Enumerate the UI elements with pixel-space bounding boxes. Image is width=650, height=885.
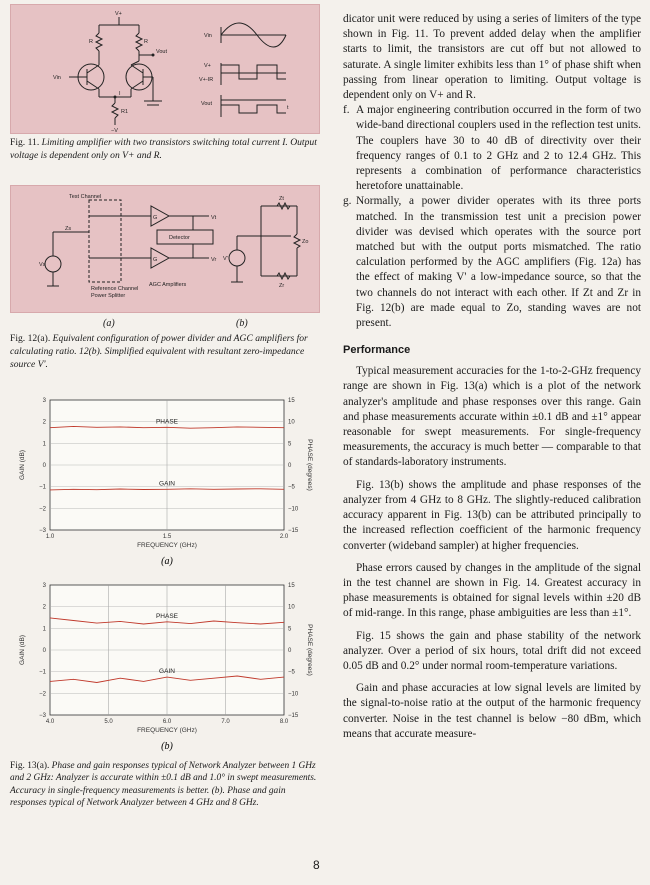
fig12-zt-label: Zt bbox=[279, 196, 284, 202]
fig11-vout-label: Vout bbox=[156, 49, 168, 55]
fig13a-y2-axis-title: PHASE (degrees) bbox=[306, 439, 313, 491]
fig13a-phase-label: PHASE bbox=[155, 418, 179, 426]
figure-13-caption-label: Fig. 13(a). bbox=[10, 761, 50, 771]
figure-12-caption-text: Equivalent configuration of power divider and AGC amplifiers for calculating ratio. 12(b). Simplified equivalent with resultant zero-impedance source V'. bbox=[10, 333, 308, 370]
paragraph-3: Phase errors caused by changes in the amplitude of the signal in the test channel are shown in Fig. 14. Greatest accuracy in phase measurements is obtained for signal levels within ±20 dB of mid-range. In this range, phase ambiguities are less than ±1°. bbox=[343, 561, 641, 620]
fig13a-y-tick: −3 bbox=[39, 528, 46, 534]
fig13a-y-axis-title: GAIN (dB) bbox=[19, 450, 26, 480]
fig13a-y2-tick: −15 bbox=[288, 528, 299, 534]
fig13b-y-tick: −3 bbox=[39, 713, 46, 719]
fig13a-y2-tick: 0 bbox=[288, 463, 292, 469]
fig13b-x-tick: 6.0 bbox=[162, 719, 172, 725]
fig11-r-left-label: R bbox=[89, 39, 93, 45]
figure-12a-label: (a) bbox=[103, 318, 115, 329]
fig13b-y2-tick: 0 bbox=[288, 648, 292, 654]
fig12-vt-label: Vt bbox=[211, 215, 217, 221]
fig12-zr-label: Zr bbox=[279, 283, 285, 289]
figure-12-caption-label: Fig. 12(a). bbox=[10, 333, 51, 344]
fig11-r-right-label: R bbox=[144, 39, 148, 45]
fig12-vprime-label: V' bbox=[223, 256, 228, 262]
paragraph-4: Fig. 15 shows the gain and phase stability of the network analyzer. Over a period of six hours, total drift did not exceed 0.05 dB and 0.2° under normal room-temperature variations. bbox=[343, 629, 641, 672]
fig13b-x-tick: 5.0 bbox=[104, 719, 113, 725]
fig13b-y2-tick: −15 bbox=[288, 713, 299, 719]
figure-11-caption bbox=[10, 136, 318, 162]
fig13a-y2-tick: −10 bbox=[288, 506, 299, 513]
fig13b-y2-tick: −10 bbox=[288, 691, 299, 698]
fig13b-y-axis-title: GAIN (dB) bbox=[19, 635, 26, 665]
fig12-g-top-label: G bbox=[153, 215, 158, 221]
fig13b-y-tick: 3 bbox=[42, 583, 46, 589]
fig13a-y2-tick: 5 bbox=[288, 441, 292, 448]
fig12-ref-channel-label: Reference Channel bbox=[91, 286, 139, 292]
fig13a-y-tick: −1 bbox=[39, 484, 46, 491]
paragraph-1: Typical measurement accuracies for the 1-to-2-GHz frequency range are shown in Fig. 13(a) which is a plot of the network analyzer's amplitude and phase responses over this range. Gain and phase measurements accurate within ±0.1 dB and ±1° appear reasonable for swept measurements. For single-frequency measurements, the accuracy is much better — comparable to that of standards-laboratory instruments. bbox=[343, 365, 641, 469]
fig13a-x-tick: 1.5 bbox=[162, 534, 172, 540]
paragraph-2: Fig. 13(b) shows the amplitude and phase responses of the analyzer from 4 GHz to 8 GHz. The slightly-reduced calibration accuracy apparent in Fig. 13(b) can be attributed principally to the increased reflection coefficient of the harmonic frequency converter (wideband sampler) at higher frequencies. bbox=[343, 478, 641, 552]
fig13b-x-tick: 8.0 bbox=[279, 719, 289, 725]
fig13b-y-tick: −2 bbox=[39, 691, 46, 698]
fig13a-y2-tick: −5 bbox=[288, 484, 295, 491]
fig11-vplus-label: V+ bbox=[115, 11, 122, 17]
fig13b-y-tick: 0 bbox=[42, 648, 46, 654]
fig13b-y-tick: −1 bbox=[39, 669, 46, 676]
figure-12-caption bbox=[10, 332, 318, 371]
fig13a-y-tick: 1 bbox=[42, 441, 46, 448]
fig11-vminus-label: −V bbox=[111, 128, 118, 133]
fig11-t-label: t bbox=[287, 105, 289, 111]
fig13b-sub-label: (b) bbox=[161, 741, 173, 752]
fig13b-x-axis-title: FREQUENCY (GHz) bbox=[137, 727, 197, 734]
fig13a-sub-label: (a) bbox=[161, 556, 173, 567]
fig13b-y2-tick: 15 bbox=[288, 583, 295, 589]
fig13a-y-tick: 2 bbox=[42, 419, 46, 426]
figure-12b-label: (b) bbox=[236, 318, 248, 329]
figure-12-diagram bbox=[10, 185, 320, 313]
figure-13-caption bbox=[10, 760, 318, 810]
figure-11-diagram bbox=[10, 4, 320, 134]
fig13a-x-axis-title: FREQUENCY (GHz) bbox=[137, 542, 197, 549]
fig13b-y-tick: 2 bbox=[42, 604, 46, 611]
fig11-wave-vpir-label: V+-IR bbox=[199, 77, 214, 83]
section-heading-performance: Performance bbox=[343, 344, 411, 357]
page-number: 8 bbox=[313, 858, 320, 872]
fig12-vs-label: Vs bbox=[39, 262, 46, 268]
right-column bbox=[343, 12, 641, 742]
list-item-g bbox=[343, 194, 641, 331]
figure-13-caption-text: Phase and gain responses typical of Network Analyzer between 1 GHz and 2 GHz: Analyzer is accurate within ±0.1 dB and 1.0° in swept measurements. Accuracy in single-frequency measurements is better. (b). Phase and gain responses typical of Network Analyzer between 4 GHz and 8 GHz. bbox=[10, 761, 317, 809]
list-item-g-marker: g. bbox=[343, 195, 352, 208]
fig13b-y2-tick: 10 bbox=[288, 604, 295, 611]
list-item-f-text: A major engineering contribution occurred in the form of two wide-band directional couplers used in the reflection test units. The couplers have 30 to 40 dB of directivity over their frequency ranges of 0.1 to 2 GHz and 2 to 12.4 GHz. This represents a combination of performance characteristics heretofore unattainable. bbox=[356, 104, 641, 193]
fig11-i-label: I bbox=[119, 91, 121, 97]
continued-paragraph: dicator unit were reduced by using a series of limiters of the type shown in Fig. 11. To prevent added delay when the amplifier starts to limit, the transistors are cut off but not allowed to saturate. A single limiter exhibits less than 1° of phase shift when passing from linear operation to limiting. Output voltage is dependent only on V+ and R. bbox=[343, 13, 641, 102]
list-item-g-text: Normally, a power divider operates with its three ports matched. In the transmission test unit a precision power divider was devised which operates with the source port matched but with the output ports mismatched. The ratio calculation performed by the AGC amplifiers (Fig. 12a) has the effect of making V' a low-impedance source, so that the two channels do not interact with each other. If Zt and Zr in Fig. 12(b) are made equal to Zo, standing waves are not present. bbox=[356, 195, 641, 330]
fig13b-gain-label: GAIN bbox=[159, 668, 175, 676]
fig13a-x-tick: 1.0 bbox=[45, 534, 55, 540]
list-item-f-marker: f. bbox=[343, 104, 350, 117]
figure-11-caption-label: Fig. 11. bbox=[10, 137, 40, 148]
fig13b-y2-axis-title: PHASE (degrees) bbox=[306, 624, 313, 676]
fig13a-y-tick: 0 bbox=[42, 463, 46, 469]
fig12-test-channel-label: Test Channel bbox=[69, 194, 102, 200]
fig11-wave-vout-label: Vout bbox=[201, 101, 213, 107]
figure-13a-chart bbox=[10, 393, 318, 568]
fig12-g-bot-label: G bbox=[153, 257, 158, 263]
fig12-zs-label: Zs bbox=[65, 226, 72, 232]
fig12-detector-label: Detector bbox=[169, 235, 190, 241]
fig13a-y2-tick: 10 bbox=[288, 419, 295, 426]
fig12-agc-label: AGC Amplifiers bbox=[149, 282, 187, 288]
fig13b-y2-tick: −5 bbox=[288, 669, 295, 676]
paragraph-5: Gain and phase accuracies at low signal levels are limited by the signal-to-noise ratio at the output of the harmonic frequency converter. Noise in the test channel is below −80 dBm, which means that accurate measure- bbox=[343, 682, 641, 740]
fig12-power-splitter-label: Power Splitter bbox=[91, 293, 126, 299]
fig13a-y-tick: −2 bbox=[39, 506, 46, 513]
fig13b-y2-tick: 5 bbox=[288, 626, 292, 633]
fig11-wave-vplus-label: V+ bbox=[204, 63, 211, 69]
fig13a-x-tick: 2.0 bbox=[279, 534, 289, 540]
fig11-wave-vin-label: Vin bbox=[204, 33, 212, 39]
fig12-zo-label: Zo bbox=[302, 239, 309, 245]
fig11-r1-label: R1 bbox=[121, 109, 129, 115]
list-item-f bbox=[343, 103, 641, 194]
fig12-vr-label: Vr bbox=[211, 257, 217, 263]
fig13b-x-tick: 4.0 bbox=[45, 719, 55, 725]
figure-11-caption-text: Limiting amplifier with two transistors switching total current I. Output voltage is dependent only on V+ and R. bbox=[10, 137, 317, 161]
fig13a-gain-label: GAIN bbox=[159, 480, 175, 488]
fig13b-y-tick: 1 bbox=[42, 626, 46, 633]
figure-13b-chart bbox=[10, 578, 318, 753]
fig13a-y2-tick: 15 bbox=[288, 398, 295, 404]
fig13b-x-tick: 7.0 bbox=[221, 719, 230, 725]
fig13a-y-tick: 3 bbox=[42, 398, 46, 404]
fig11-vin-label: Vin bbox=[53, 75, 61, 81]
fig13b-phase-label: PHASE bbox=[155, 612, 179, 620]
